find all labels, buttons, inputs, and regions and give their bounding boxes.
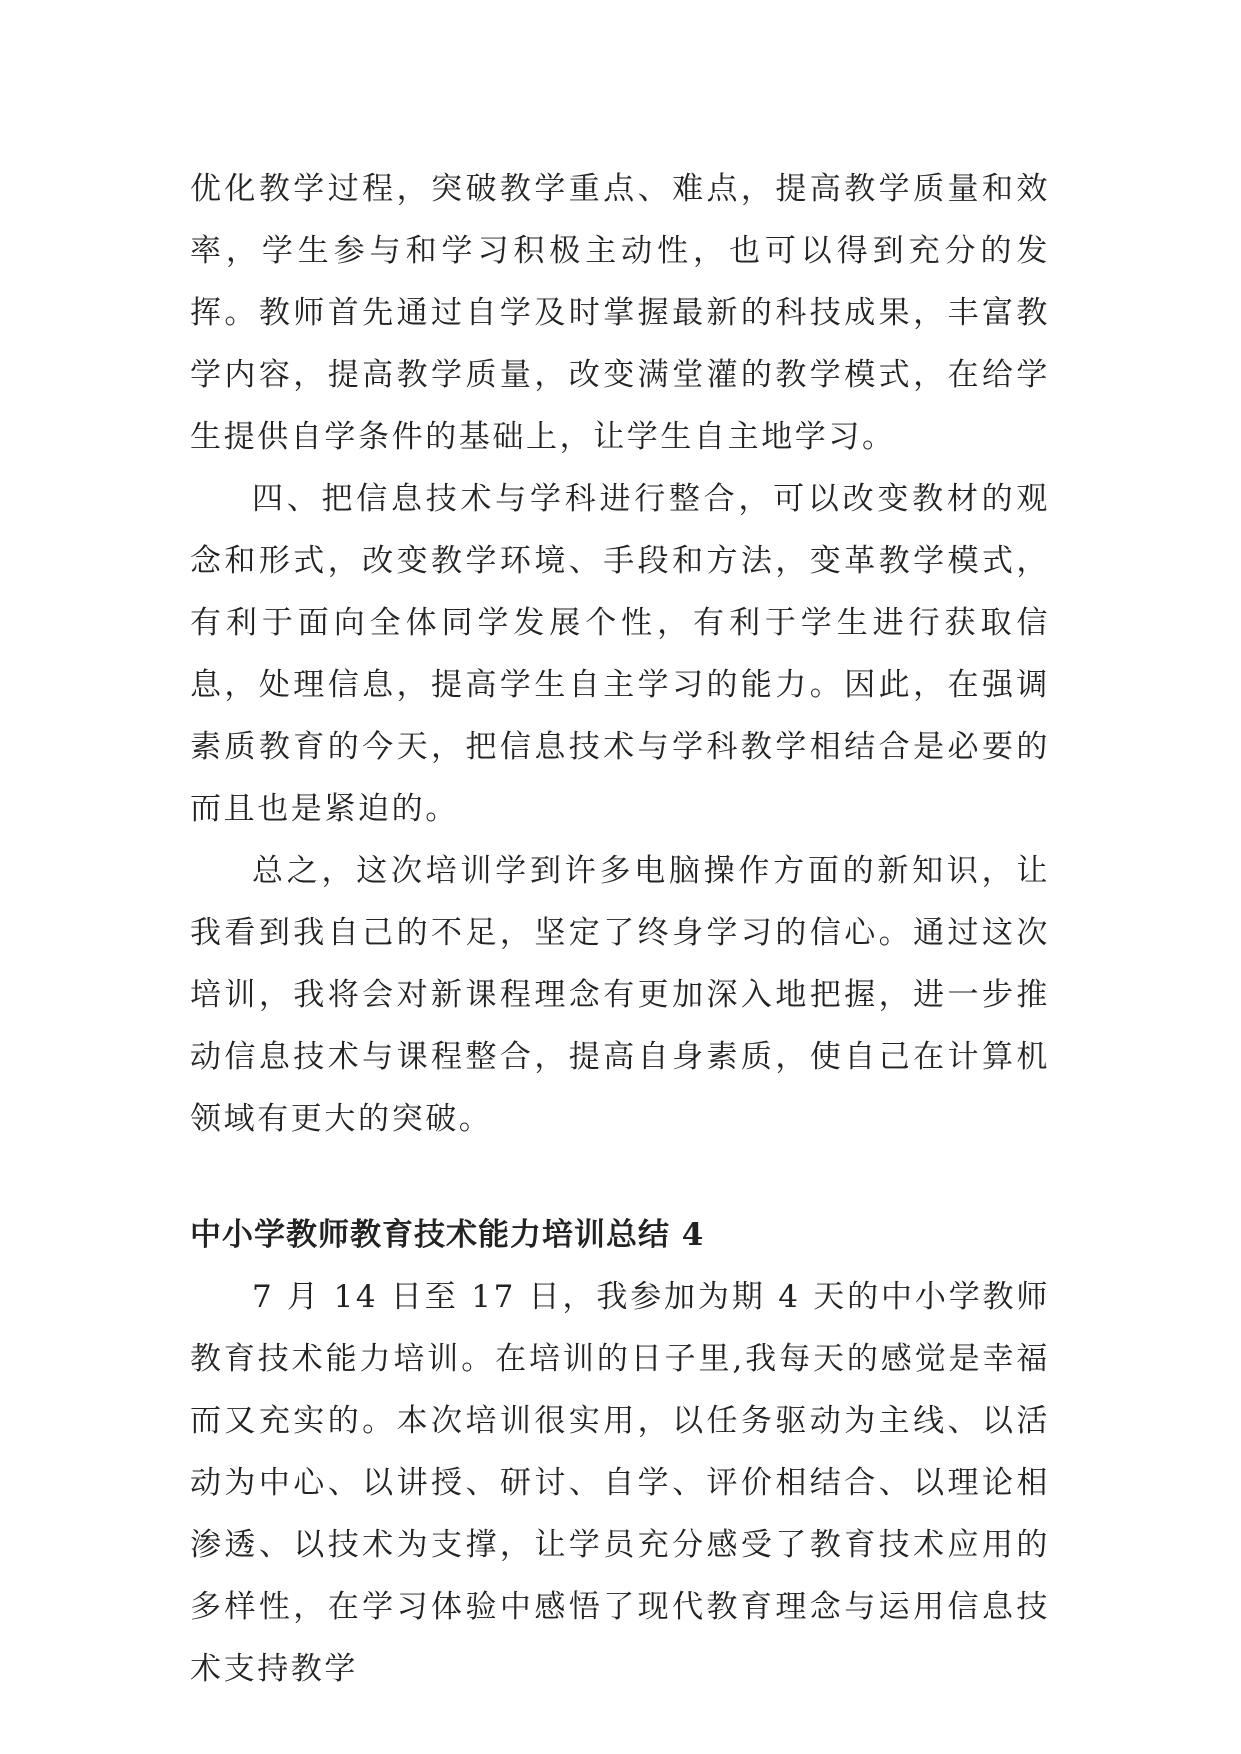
- paragraph-section-intro: 7 月 14 日至 17 日，我参加为期 4 天的中小学教师教育技术能力培训。在培训的日子里,我每天的感觉是幸福而又充实的。本次培训很实用，以任务驱动为主线、以活动为中心、以讲授、研讨、自学、评价相结合、以理论相渗透、以技术为支撑，让学员充分感受了教育技术应用的多样性，在学习体验中感悟了现代教育理念与运用信息技术支持教学: [190, 1279, 1050, 1687]
- section-heading: 中小学教师教育技术能力培训总结 4: [190, 1217, 705, 1253]
- paragraph-continuation: 优化教学过程，突破教学重点、难点，提高教学质量和效率，学生参与和学习积极主动性，也可以得到充分的发挥。教师首先通过自学及时掌握最新的科技成果，丰富教学内容，提高教学质量，改变满堂灌的教学模式，在给学生提供自学条件的基础上，让学生自主地学习。: [190, 171, 1050, 455]
- document-body: [190, 158, 1050, 1700]
- paragraph-conclusion: 总之，这次培训学到许多电脑操作方面的新知识，让我看到我自己的不足，坚定了终身学习的信心。通过这次培训，我将会对新课程理念有更加深入地把握，进一步推动信息技术与课程整合，提高自身素质，使自己在计算机领域有更大的突破。: [190, 853, 1050, 1137]
- paragraph-point-four: 四、把信息技术与学科进行整合，可以改变教材的观念和形式，改变教学环境、手段和方法，变革教学模式，有利于面向全体同学发展个性，有利于学生进行获取信息，处理信息，提高学生自主学习的能力。因此，在强调素质教育的今天，把信息技术与学科教学相结合是必要的而且也是紧迫的。: [190, 481, 1050, 827]
